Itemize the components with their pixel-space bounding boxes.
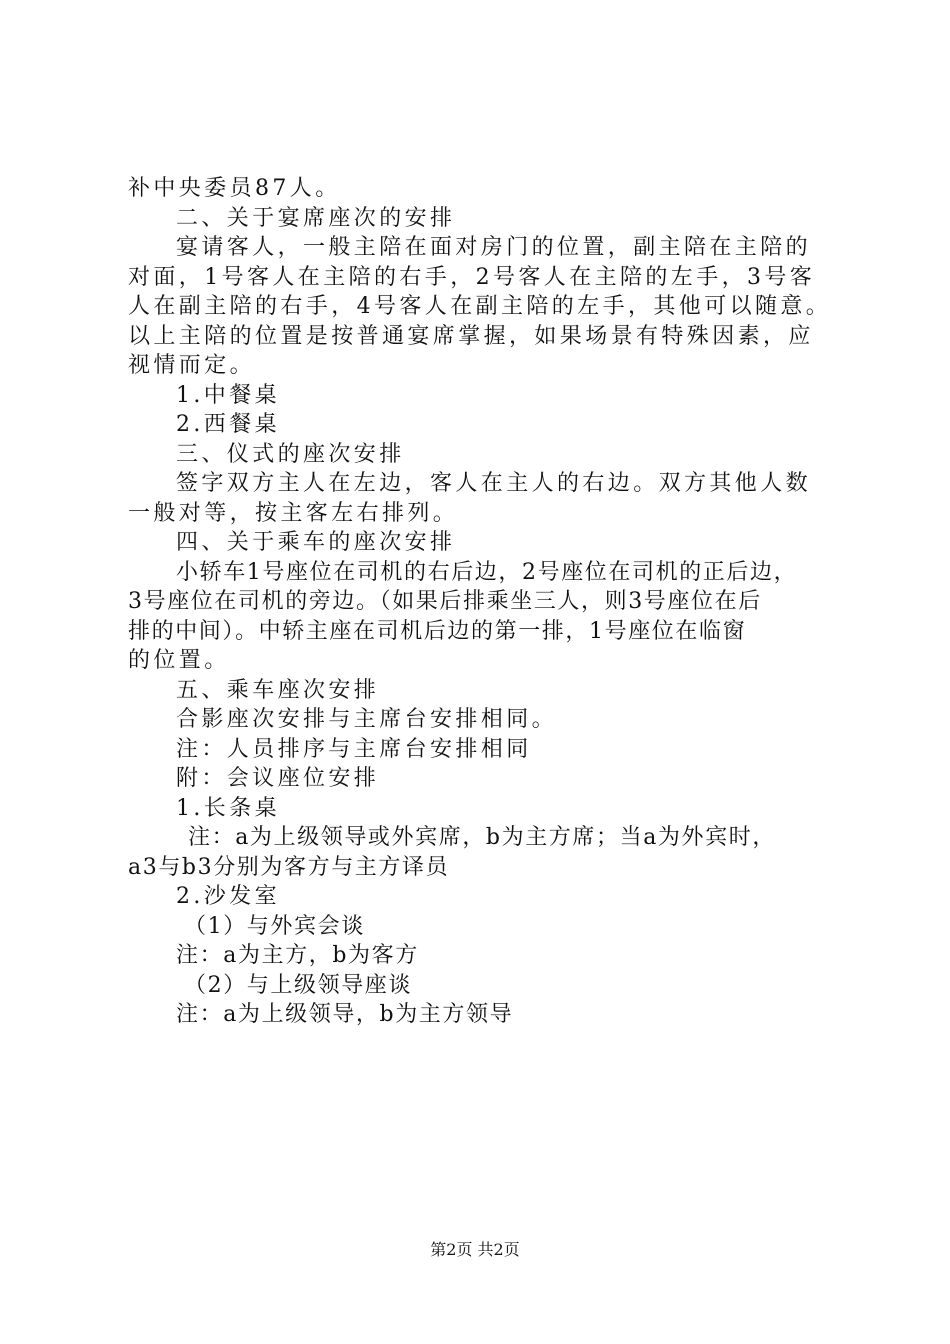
text-line: 附：会议座位安排 bbox=[176, 766, 380, 791]
list-item: 2.沙发室 bbox=[176, 884, 280, 909]
section-heading: 二、关于宴席座次的安排 bbox=[176, 205, 456, 231]
list-item: （1）与外宾会谈 bbox=[184, 913, 365, 939]
section-heading: 四、关于乘车的座次安排 bbox=[176, 530, 456, 555]
text-line: 小轿车1号座位在司机的右后边，2号座位在司机的正后边， bbox=[176, 559, 798, 585]
text-line: 注：人员排序与主席台安排相同 bbox=[176, 736, 532, 762]
text-line: 签字双方主人在左边，客人在主人的右边。双方其他人数 bbox=[176, 471, 812, 496]
list-item: （2）与上级领导座谈 bbox=[184, 972, 412, 998]
note-line: 注：a为上级领导或外宾席，b为主方席；当a为外宾时， bbox=[188, 825, 776, 850]
text-line: 排的中间）。中轿主座在司机后边的第一排，1号座位在临窗 bbox=[128, 618, 747, 644]
document-body bbox=[128, 174, 840, 1030]
text-line: 一般对等，按主客左右排列。 bbox=[128, 500, 459, 526]
page-number: 第2页 共2页 bbox=[430, 1240, 520, 1259]
text-line: 视情而定。 bbox=[128, 353, 256, 378]
list-item: 2.西餐桌 bbox=[176, 412, 280, 437]
text-line: 的位置。 bbox=[128, 648, 230, 673]
text-line: 以上主陪的位置是按普通宴席掌握，如果场景有特殊因素，应 bbox=[128, 323, 814, 349]
section-heading: 三、仪式的座次安排 bbox=[176, 441, 405, 467]
text-line: 人在副主陪的右手，4号客人在副主陪的左手，其他可以随意。 bbox=[128, 294, 832, 319]
text-line: 3号座位在司机的旁边。（如果后排乘坐三人，则3号座位在后 bbox=[128, 589, 762, 614]
text-line: 宴请客人，一般主陪在面对房门的位置，副主陪在主陪的 bbox=[176, 235, 812, 260]
text-line: 补中央委员87人。 bbox=[128, 176, 341, 201]
list-item: 1.长条桌 bbox=[176, 795, 280, 821]
note-line: 注：a为上级领导，b为主方领导 bbox=[176, 1002, 514, 1027]
list-item: 1.中餐桌 bbox=[176, 382, 280, 408]
text-line: 合影座次安排与主席台安排相同。 bbox=[176, 707, 558, 732]
note-line: 注：a为主方，b为客方 bbox=[176, 943, 419, 968]
text-line: 对面，1号客人在主陪的右手，2号客人在主陪的左手，3号客 bbox=[128, 264, 816, 290]
note-line: a3与b3分别为客方与主方译员 bbox=[128, 854, 450, 880]
section-heading: 五、乘车座次安排 bbox=[176, 677, 380, 703]
